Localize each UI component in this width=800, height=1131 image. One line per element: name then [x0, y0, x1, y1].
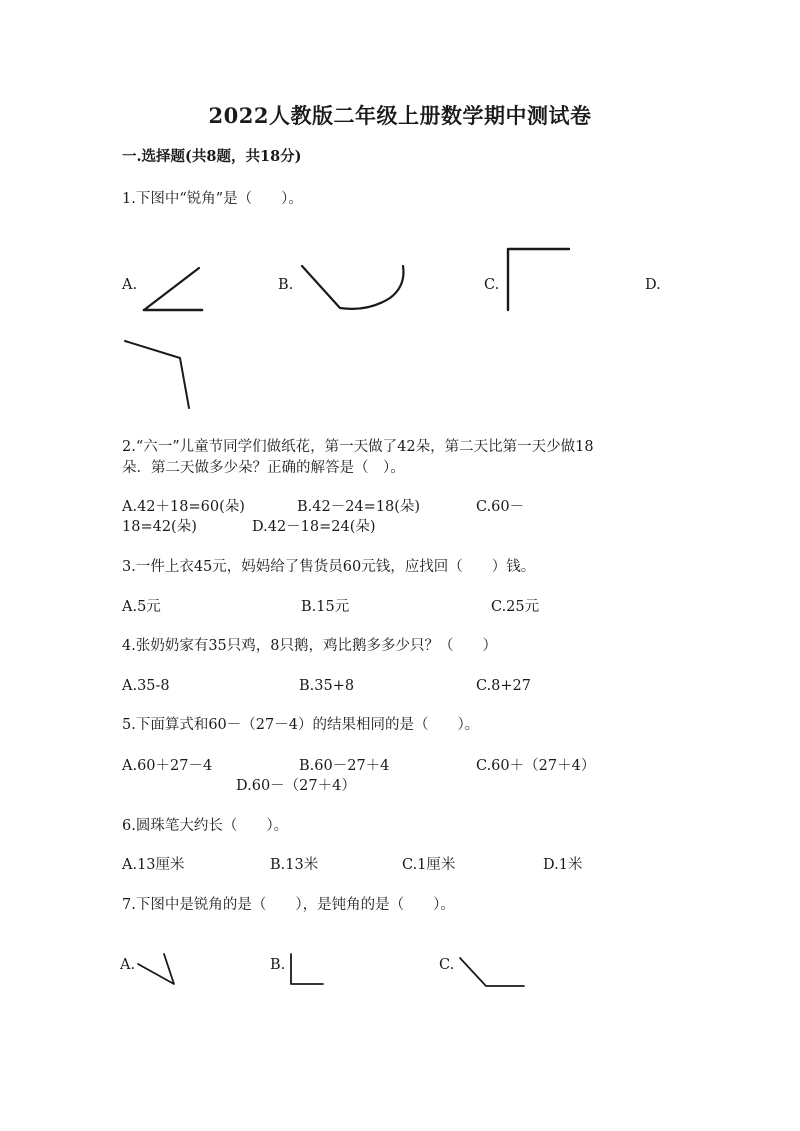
q2-option-c-cont: 18=42(朵) — [122, 519, 197, 535]
q1-label-d: D. — [645, 277, 661, 293]
q5-option-c: C.60＋（27＋4） — [476, 758, 596, 774]
q1-label-b: B. — [278, 277, 294, 293]
q2-option-a: A.42＋18=60(朵) — [122, 499, 245, 515]
q1-label-a: A. — [122, 277, 138, 293]
q6-option-c: C.1厘米 — [402, 857, 456, 873]
q3-option-a: A.5元 — [122, 599, 161, 615]
q7-angle-b — [286, 950, 328, 990]
q2-stem-line1: 2.“六一”儿童节同学们做纸花，第一天做了42朵，第二天比第一天少做18 — [122, 439, 594, 455]
q1-angle-d — [120, 336, 196, 412]
q2-option-b: B.42－24=18(朵) — [297, 499, 421, 515]
q5-option-a: A.60＋27－4 — [122, 758, 213, 774]
q6-option-d: D.1米 — [543, 857, 583, 873]
q2-option-d: D.42－18=24(朵) — [252, 519, 376, 535]
q2-option-c: C.60－ — [476, 499, 525, 515]
q7-angle-a — [134, 950, 182, 990]
q4-option-c: C.8+27 — [476, 678, 532, 694]
q7-stem: 7.下图中是锐角的是（ ），是钝角的是（ ）。 — [122, 897, 455, 913]
q5-option-d: D.60－（27＋4） — [236, 778, 356, 794]
q7-label-b: B. — [270, 957, 286, 973]
q3-option-c: C.25元 — [491, 599, 540, 615]
q3-stem: 3.一件上衣45元，妈妈给了售货员60元钱，应找回（ ）钱。 — [122, 559, 536, 575]
q5-stem: 5.下面算式和60－（27－4）的结果相同的是（ ）。 — [122, 717, 480, 733]
q7-angle-c — [456, 954, 530, 992]
q6-option-b: B.13米 — [270, 857, 319, 873]
q4-option-a: A.35-8 — [122, 678, 170, 694]
q4-stem: 4.张奶奶家有35只鸡，8只鹅，鸡比鹅多多少只？（ ） — [122, 638, 498, 654]
q1-curve-b — [298, 262, 410, 314]
q7-label-a: A. — [120, 957, 136, 973]
q3-option-b: B.15元 — [301, 599, 350, 615]
q6-stem: 6.圆珠笔大约长（ ）。 — [122, 818, 289, 834]
q1-angle-a — [140, 262, 206, 314]
page-title: 2022人教版二年级上册数学期中测试卷 — [208, 103, 592, 128]
q1-label-c: C. — [484, 277, 500, 293]
q1-stem: 1.下图中“锐角”是（ ）。 — [122, 191, 303, 207]
q2-stem-line2: 朵．第二天做多少朵？正确的解答是（ ）。 — [122, 460, 405, 476]
q6-option-a: A.13厘米 — [122, 857, 185, 873]
q5-option-b: B.60－27＋4 — [299, 758, 390, 774]
q4-option-b: B.35+8 — [299, 678, 355, 694]
section-heading: 一.选择题(共8题，共18分) — [122, 148, 302, 165]
q7-label-c: C. — [439, 957, 455, 973]
q1-angle-c — [502, 244, 574, 314]
